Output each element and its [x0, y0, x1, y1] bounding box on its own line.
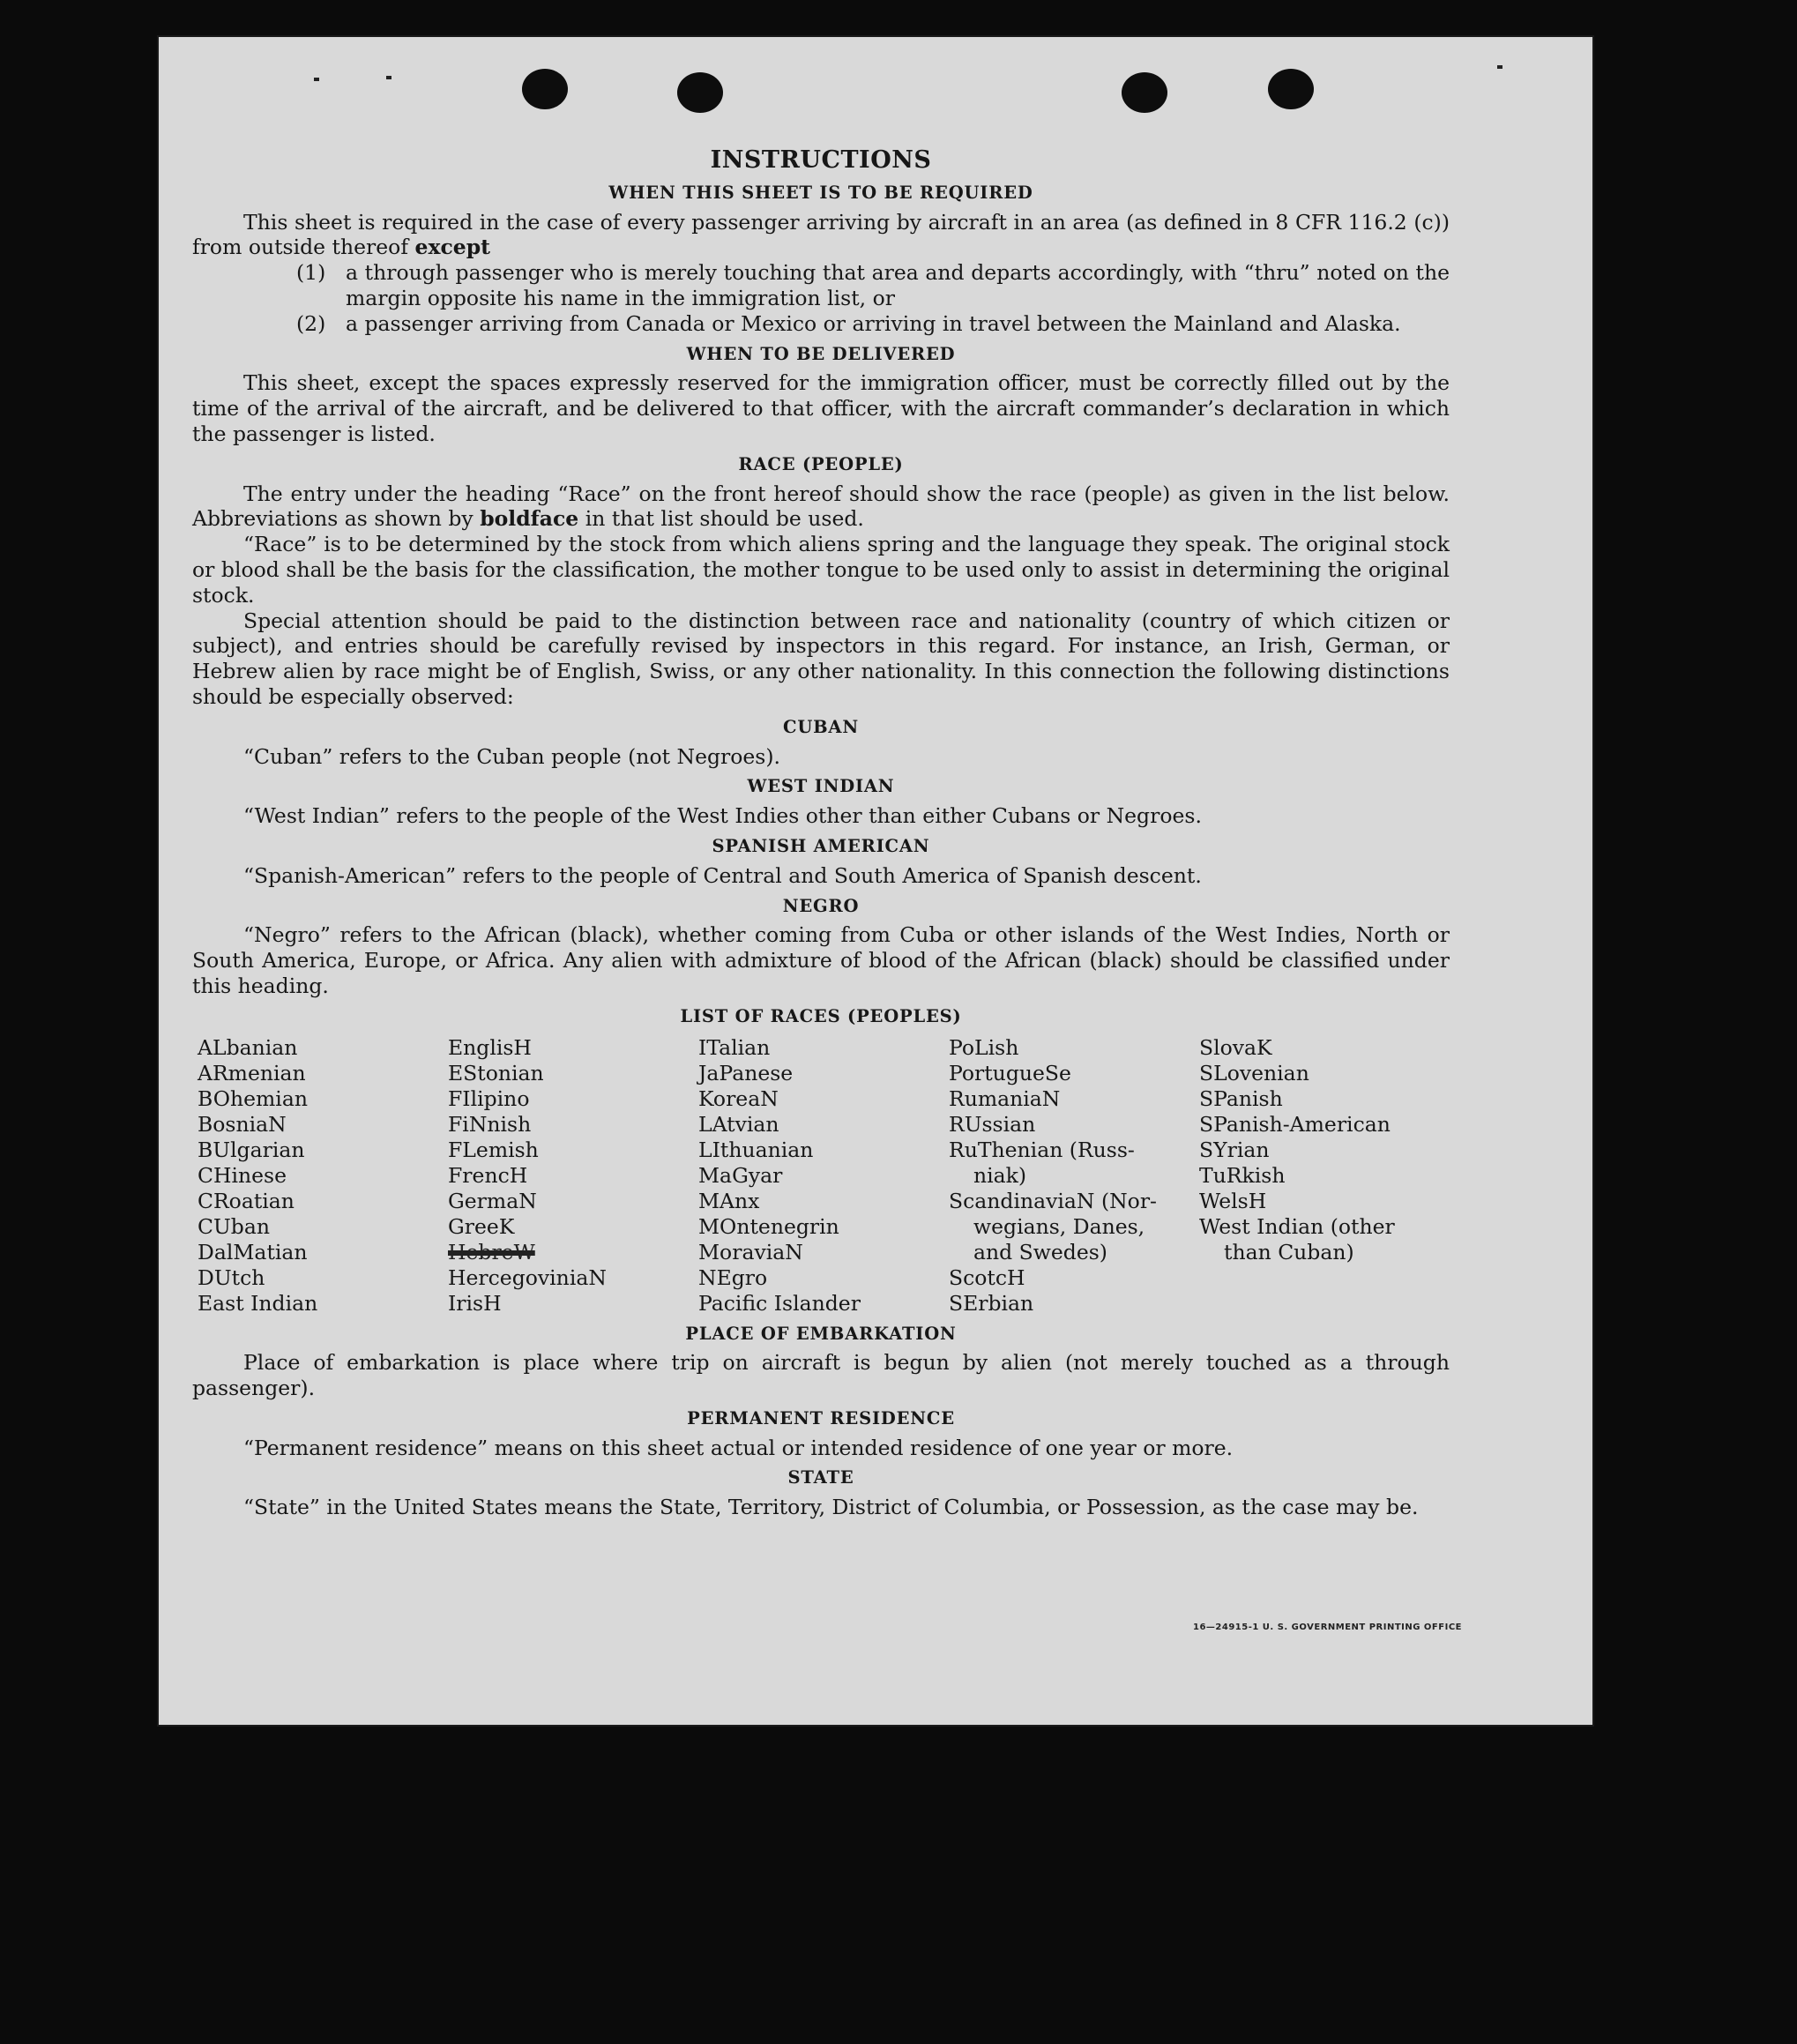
race-entry: SErbian	[949, 1290, 1034, 1316]
race-entry: NEgro	[698, 1264, 768, 1290]
race-entry-continued: niak)	[973, 1162, 1027, 1188]
race-entry-continued: than Cuban)	[1224, 1239, 1354, 1264]
race-column	[949, 1035, 1199, 1317]
race-entry: GermaN	[448, 1188, 537, 1213]
race-entry: SYrian	[1199, 1137, 1270, 1162]
bold-text: except	[414, 235, 491, 260]
race-entry: MAnx	[698, 1188, 760, 1213]
bold-text: boldface	[480, 506, 579, 532]
race-entry: East Indian	[198, 1290, 318, 1316]
race-entry: ARmenian	[198, 1060, 306, 1085]
race-entry: LAtvian	[698, 1111, 779, 1137]
section-heading: NEGRO	[782, 895, 860, 916]
punch-hole	[1268, 69, 1314, 109]
race-entry: SPanish	[1199, 1085, 1283, 1111]
race-entry: ALbanian	[198, 1034, 298, 1060]
race-entry: TuRkish	[1199, 1162, 1286, 1188]
race-column	[198, 1035, 448, 1317]
paragraph: “Negro” refers to the African (black), whether coming from Cuba or other islands of the West Indies, North or South America, Europe, or Africa. Any alien with admixture of blood of the African (black) should be classified under this heading.	[192, 922, 1450, 998]
race-entry: KoreaN	[698, 1085, 779, 1111]
paragraph-text: in that list should be used.	[585, 506, 864, 532]
paragraph: “Permanent residence” means on this sheet actual or intended residence of one year or more.	[243, 1435, 1234, 1460]
race-entry-continued: and Swedes)	[973, 1239, 1107, 1264]
paragraph: “Spanish-American” refers to the people of Central and South America of Spanish descent.	[243, 862, 1202, 888]
section-heading: WEST INDIAN	[747, 776, 895, 797]
race-column	[448, 1035, 698, 1317]
race-entry: BosniaN	[198, 1111, 287, 1137]
section-heading: PLACE OF EMBARKATION	[685, 1323, 957, 1344]
race-entry: SlovaK	[1199, 1034, 1272, 1060]
race-entry: SPanish-American	[1199, 1111, 1391, 1137]
speck	[314, 78, 319, 81]
race-entry: DalMatian	[198, 1239, 308, 1264]
paragraph: Place of embarkation is place where trip on aircraft is begun by alien (not merely touched as a through passenger).	[192, 1350, 1450, 1401]
race-entry: EStonian	[448, 1060, 544, 1085]
race-entry: CUban	[198, 1213, 270, 1239]
race-entry: ITalian	[698, 1034, 771, 1060]
section-heading: STATE	[787, 1467, 854, 1488]
race-entry: WelsH	[1199, 1188, 1267, 1213]
race-entry: MoraviaN	[698, 1239, 803, 1264]
document-page	[157, 35, 1594, 1727]
race-entry: MOntenegrin	[698, 1213, 839, 1239]
race-entry: HercegoviniaN	[448, 1264, 607, 1290]
race-entry: BUlgarian	[198, 1137, 305, 1162]
race-entry: Pacific Islander	[698, 1290, 861, 1316]
speck	[386, 76, 391, 79]
instructions-body	[192, 148, 1450, 1520]
race-entry: PortugueSe	[949, 1060, 1071, 1085]
race-entry: ScotcH	[949, 1264, 1025, 1290]
race-entry: West Indian (other	[1199, 1213, 1395, 1239]
race-entry: FiNnish	[448, 1111, 532, 1137]
paragraph: Special attention should be paid to the distinction between race and nationality (country of which citizen or subject), and entries should be carefully revised by inspectors in this regard. For instance, an Irish, German, or Hebrew alien by race might be of English, Swiss, or any other nationality. In this connection the following distinctions should be especially observed:	[192, 608, 1450, 709]
race-entry: DUtch	[198, 1264, 265, 1290]
race-entry: RumaniaN	[949, 1085, 1061, 1111]
race-entry-struck: HebreW	[448, 1239, 535, 1264]
paragraph: “Cuban” refers to the Cuban people (not Negroes).	[243, 743, 781, 769]
race-entry: FIlipino	[448, 1085, 530, 1111]
section-heading: WHEN TO BE DELIVERED	[686, 343, 956, 364]
section-heading: WHEN THIS SHEET IS TO BE REQUIRED	[608, 182, 1033, 203]
race-entry: IrisH	[448, 1290, 502, 1316]
race-column	[698, 1035, 949, 1317]
paragraph	[192, 210, 1450, 261]
race-entry: GreeK	[448, 1213, 515, 1239]
race-entry: BOhemian	[198, 1085, 308, 1111]
race-entry: SLovenian	[1199, 1060, 1309, 1085]
paragraph: “Race” is to be determined by the stock from which aliens spring and the language they speak. The original stock or blood shall be the basis for the classification, the mother tongue to be used only to assist in determining the original stock.	[192, 532, 1450, 608]
item-number: (2)	[296, 310, 326, 336]
race-entry: PoLish	[949, 1034, 1019, 1060]
race-entry: LIthuanian	[698, 1137, 814, 1162]
page-title: INSTRUCTIONS	[710, 146, 932, 174]
race-entry-continued: wegians, Danes,	[973, 1213, 1145, 1239]
item-text: a through passenger who is merely touching that area and departs accordingly, with “thru” noted on the margin opposite his name in the immigration list, or	[346, 260, 1450, 310]
race-entry: FrencH	[448, 1162, 528, 1188]
punch-hole	[522, 69, 568, 109]
race-entry: JaPanese	[698, 1060, 794, 1085]
race-entry: ScandinaviaN (Nor-	[949, 1188, 1157, 1213]
race-entry: FLemish	[448, 1137, 539, 1162]
race-list	[198, 1035, 1450, 1317]
punch-hole	[1122, 72, 1167, 113]
race-column	[1199, 1035, 1450, 1317]
paragraph	[192, 481, 1450, 533]
section-heading: CUBAN	[783, 716, 859, 737]
speck	[1497, 65, 1502, 69]
race-entry: RUssian	[949, 1111, 1036, 1137]
paragraph-text: The entry under the heading “Race” on the front hereof should show the race (people) as given in the list below. Abbreviations as shown by	[192, 481, 1450, 532]
list-item	[296, 260, 1450, 311]
paragraph: “State” in the United States means the State, Territory, District of Columbia, or Possession, as the case may be.	[243, 1495, 1419, 1520]
section-heading: LIST OF RACES (PEOPLES)	[680, 1005, 962, 1026]
section-heading: RACE (PEOPLE)	[738, 453, 904, 474]
paragraph: This sheet, except the spaces expressly reserved for the immigration officer, must be correctly filled out by the time of the arrival of the aircraft, and be delivered to that officer, with the aircraft commander’s declaration in which the passenger is listed.	[192, 370, 1450, 446]
section-heading: SPANISH AMERICAN	[712, 835, 930, 856]
section-heading: PERMANENT RESIDENCE	[687, 1407, 955, 1429]
paragraph-text: This sheet is required in the case of every passenger arriving by aircraft in an area (as defined in 8 CFR 116.2 (c)) from outside thereof	[192, 209, 1450, 260]
punch-hole	[677, 72, 723, 113]
item-number: (1)	[296, 260, 326, 286]
paragraph: “West Indian” refers to the people of the West Indies other than either Cubans or Negroes.	[243, 803, 1202, 829]
race-entry: CHinese	[198, 1162, 287, 1188]
race-entry: EnglisH	[448, 1034, 532, 1060]
printer-imprint: 16—24915-1 U. S. GOVERNMENT PRINTING OFFICE	[1193, 1623, 1462, 1632]
race-entry: CRoatian	[198, 1188, 295, 1213]
race-entry: MaGyar	[698, 1162, 783, 1188]
list-item	[296, 311, 1450, 337]
item-text: a passenger arriving from Canada or Mexico or arriving in travel between the Mainland and Alaska.	[346, 310, 1401, 336]
race-entry: RuThenian (Russ-	[949, 1137, 1135, 1162]
